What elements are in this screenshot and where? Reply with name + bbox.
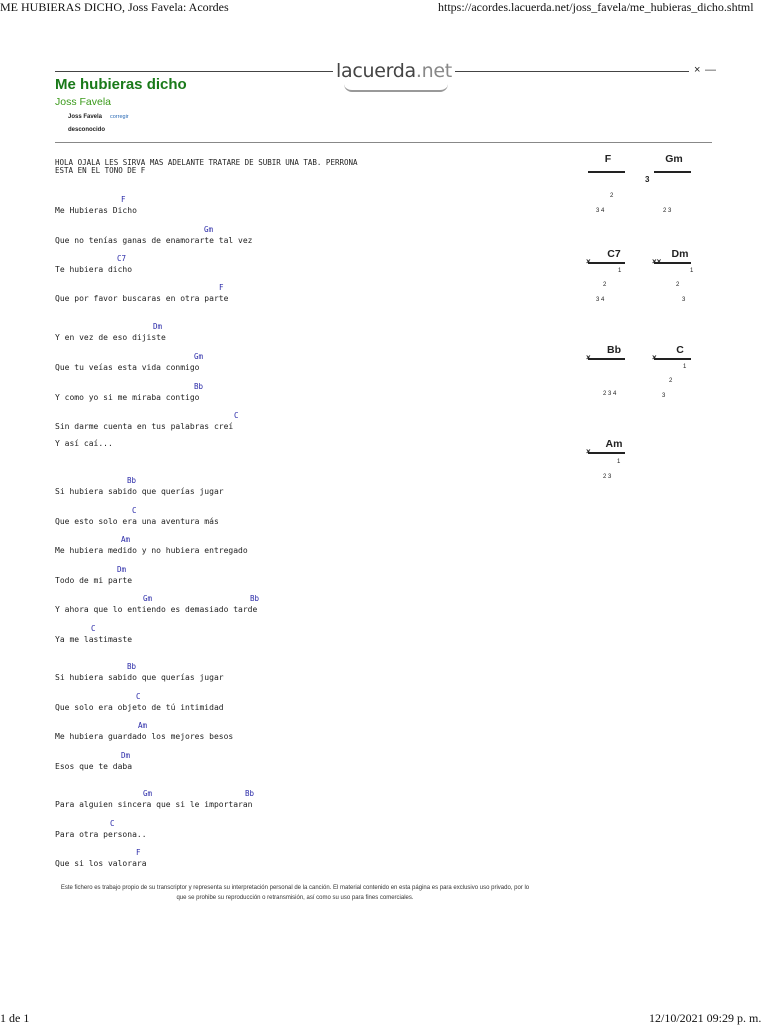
chord-label[interactable]: F bbox=[219, 283, 224, 292]
finger-position: 2 bbox=[676, 282, 680, 288]
muted-string-marker: × bbox=[586, 447, 591, 456]
logo-main: lacuerda bbox=[336, 60, 416, 82]
chord-diagram-name: F bbox=[604, 153, 612, 165]
chord-label[interactable]: C bbox=[91, 624, 96, 633]
lyric-line: Para alguien sincera que si le importaran bbox=[55, 800, 253, 809]
finger-position: 1 bbox=[618, 268, 622, 274]
chord-diagram-nut bbox=[588, 452, 625, 454]
chord-label[interactable]: Bb bbox=[194, 382, 204, 391]
transcriber-name: Joss Favela bbox=[68, 114, 103, 120]
lyric-line: Ya me lastimaste bbox=[55, 635, 133, 644]
chord-diagram-name: Bb bbox=[607, 344, 621, 356]
chord-label[interactable]: Am bbox=[138, 721, 148, 730]
print-page-url: https://acordes.lacuerda.net/joss_favela/me_hubieras_dicho.shtml bbox=[438, 0, 754, 14]
site-logo[interactable] bbox=[336, 60, 452, 82]
lyric-line: Me hubiera guardado los mejores besos bbox=[55, 732, 234, 741]
chord-diagram-name: C bbox=[676, 344, 684, 356]
lyric-line: Para otra persona.. bbox=[55, 830, 147, 839]
chord-diagram-nut bbox=[654, 358, 691, 360]
lyric-line: Que esto solo era una aventura más bbox=[55, 517, 219, 526]
header-rule-right bbox=[455, 71, 689, 72]
close-icon[interactable]: × bbox=[694, 64, 701, 76]
muted-string-marker: × bbox=[586, 257, 591, 266]
finger-position: 2 bbox=[610, 193, 614, 199]
finger-position: 2 3 bbox=[663, 208, 672, 214]
chord-label[interactable]: C bbox=[234, 411, 239, 420]
lyric-line: Y así caí... bbox=[55, 439, 113, 448]
chord-diagram-nut bbox=[588, 262, 625, 264]
chord-diagram-name: C7 bbox=[607, 248, 621, 260]
lyric-line: Si hubiera sabido que querías jugar bbox=[55, 487, 224, 496]
chord-label[interactable]: C bbox=[136, 692, 141, 701]
chord-diagram-name: Am bbox=[605, 438, 623, 450]
lyric-line: Que tu veías esta vida conmigo bbox=[55, 363, 200, 372]
correct-link[interactable]: corregir bbox=[110, 114, 129, 120]
muted-string-marker: ×× bbox=[652, 257, 662, 266]
chord-label[interactable]: Gm bbox=[204, 225, 214, 234]
lyric-line: Si hubiera sabido que querías jugar bbox=[55, 673, 224, 682]
chord-diagram-name: Dm bbox=[671, 248, 689, 260]
chord-label[interactable]: C bbox=[110, 819, 115, 828]
chord-label[interactable]: Bb bbox=[127, 476, 137, 485]
logo-dot-net: .net bbox=[415, 60, 452, 82]
finger-position: 2 3 4 bbox=[603, 391, 617, 397]
chord-label[interactable]: Gm bbox=[143, 594, 153, 603]
muted-string-marker: × bbox=[586, 353, 591, 362]
lyric-line: Esos que te daba bbox=[55, 762, 133, 771]
intro-note: HOLA OJALA LES SIRVA MAS ADELANTE TRATARE DE SUBIR UNA TAB. PERRONA ESTA EN EL TONO DE F bbox=[55, 158, 358, 175]
finger-position: 1 bbox=[683, 364, 687, 370]
dash-icon: — bbox=[705, 64, 716, 76]
lyric-line: Sin darme cuenta en tus palabras creí bbox=[55, 422, 234, 431]
song-artist[interactable]: Joss Favela bbox=[55, 96, 112, 108]
lyric-line: Todo de mi parte bbox=[55, 576, 133, 585]
lyric-line: Me hubiera medido y no hubiera entregado bbox=[55, 546, 248, 555]
lyric-line: Y ahora que lo entiendo es demasiado tarde bbox=[55, 605, 258, 614]
lyric-line: Que no tenías ganas de enamorarte tal vez bbox=[55, 236, 253, 245]
chord-label[interactable]: Bb bbox=[127, 662, 137, 671]
chord-diagram bbox=[588, 153, 648, 233]
print-datetime: 12/10/2021 09:29 p. m. bbox=[649, 1011, 762, 1025]
chord-diagram-nut bbox=[588, 358, 625, 360]
finger-position: 1 bbox=[617, 459, 621, 465]
header-rule-left bbox=[55, 71, 333, 72]
lyric-line: Que si los valorara bbox=[55, 859, 147, 868]
chord-diagram bbox=[654, 344, 714, 424]
header-divider bbox=[55, 142, 712, 143]
print-page-number: 1 de 1 bbox=[0, 1011, 30, 1025]
chord-diagram bbox=[588, 344, 648, 424]
copyright-note: Este fichero es trabajo propio de su transcriptor y representa su interpretación personal de la canción. El material contenido en esta página es para exclusivo uso privado, por lo que se prohibe su reproducción o retransmisión, así como su uso para fines comerciales. bbox=[60, 885, 530, 901]
chord-label[interactable]: F bbox=[136, 848, 141, 857]
song-title: Me hubieras dicho bbox=[55, 76, 187, 93]
lyric-line: Y como yo si me miraba contigo bbox=[55, 393, 200, 402]
chord-diagram bbox=[588, 438, 648, 518]
chord-diagram-nut bbox=[654, 171, 691, 173]
fret-number: 3 bbox=[645, 175, 650, 184]
chord-label[interactable]: Am bbox=[121, 535, 131, 544]
print-page-title: ME HUBIERAS DICHO, Joss Favela: Acordes bbox=[0, 0, 229, 14]
chord-label[interactable]: Dm bbox=[153, 322, 163, 331]
chord-label[interactable]: Gm bbox=[143, 789, 153, 798]
chord-diagram bbox=[645, 153, 714, 233]
muted-string-marker: × bbox=[652, 353, 657, 362]
chord-label[interactable]: Dm bbox=[121, 751, 131, 760]
finger-position: 3 4 bbox=[596, 297, 605, 303]
chord-label[interactable]: F bbox=[121, 195, 126, 204]
chord-diagram bbox=[588, 248, 648, 328]
finger-position: 2 bbox=[669, 378, 673, 384]
chord-label[interactable]: Dm bbox=[117, 565, 127, 574]
chord-label[interactable]: C bbox=[132, 506, 137, 515]
chord-label[interactable]: Bb bbox=[245, 789, 255, 798]
lyric-line: Que por favor buscaras en otra parte bbox=[55, 294, 229, 303]
chord-diagram bbox=[654, 248, 714, 328]
finger-position: 2 3 bbox=[603, 474, 612, 480]
finger-position: 1 bbox=[690, 268, 694, 274]
chord-label[interactable]: Bb bbox=[250, 594, 260, 603]
finger-position: 3 bbox=[682, 297, 686, 303]
chord-label[interactable]: Gm bbox=[194, 352, 204, 361]
lyric-line: Que solo era objeto de tú intimidad bbox=[55, 703, 224, 712]
lyric-line: Y en vez de eso dijiste bbox=[55, 333, 166, 342]
finger-position: 3 bbox=[662, 393, 666, 399]
logo-swoosh bbox=[344, 84, 448, 92]
lyric-line: Te hubiera dicho bbox=[55, 265, 133, 274]
lyric-line: Me Hubieras Dicho bbox=[55, 206, 137, 215]
finger-position: 2 bbox=[603, 282, 607, 288]
chord-label[interactable]: C7 bbox=[117, 254, 127, 263]
difficulty-level: desconocido bbox=[68, 127, 106, 133]
chord-diagram-nut bbox=[588, 171, 625, 173]
finger-position: 3 4 bbox=[596, 208, 605, 214]
chord-diagram-name: Gm bbox=[665, 153, 683, 165]
